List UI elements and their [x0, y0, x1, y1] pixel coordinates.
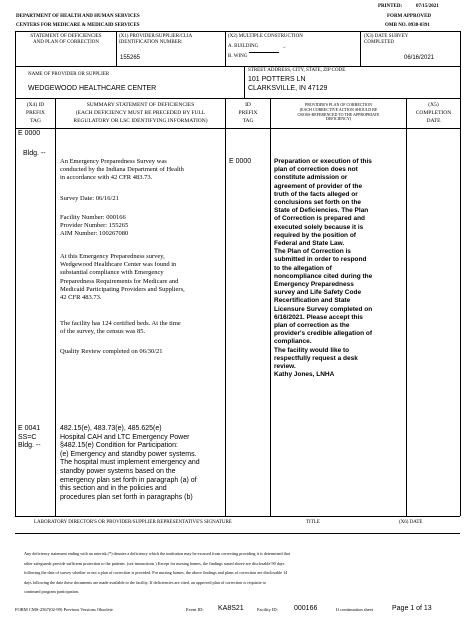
- signature-title: TITLE: [306, 520, 320, 525]
- event-id-label: Event ID:: [186, 607, 204, 612]
- printed-label: PRINTED:: [378, 4, 403, 9]
- regulation-text: 482.15(e), 483.73(e), 485.625(e) Hospital CAH and LTC Emergency Power §482.15(e) Condition for Participation: (e) Emergency and standby power systems. The hospital must implement emergency and standby power systems based on the emergency plan set forth in paragraph (a) of this section and in the policies and procedures plan set forth in paragraphs (b): [60, 425, 200, 501]
- rule-x3: [360, 31, 361, 66]
- x2-wing: B. WING: [228, 54, 248, 59]
- x2-label: (X2) MULTIPLE CONSTRUCTION: [228, 34, 303, 39]
- signature-date: (X6) DATE: [399, 520, 423, 525]
- statement-label: STATEMENT OF DEFICIENCIES AND PLAN OF CORRECTION: [30, 34, 102, 45]
- x1-value: 155265: [120, 55, 141, 61]
- centers-title: CENTERS FOR MEDICARE & MEDICAID SERVICES: [16, 23, 140, 28]
- rule-col-summary: [225, 98, 226, 516]
- form-approved: FORM APPROVED: [387, 14, 432, 19]
- deficiency-tag-e0000: E 0000: [18, 130, 41, 137]
- rule-right: [460, 31, 461, 516]
- x3-label: (X3) DATE SURVEY COMPLETED: [364, 34, 409, 45]
- rule-x1: [116, 31, 117, 66]
- plan-of-correction-text: Preparation or execution of this plan of correction does not constitute admission or agreement of provider of the truth of the facts alleged or conclusions set forth on the State of Deficiencies. The Plan of Correction is prepared and executed solely because it is required by the position of Federal and State Law. The Plan of Correction is submitted in order to respond to the allegation of noncompliance cited during the Emergency Preparedness survey and Life Safety Code Recertification and State Licensure Survey completed on 6/16/2021. Please accept this plan of correction as the provider's credible allegation of compliance. The facility would like to respectfully request a desk review. Kathy Jones, LNHA: [274, 158, 373, 379]
- rule-address: [244, 66, 245, 98]
- form-number: FORM CMS-2567(02-99) Previous Versions Obsolete: [15, 607, 113, 612]
- rule-provider-bottom: [15, 98, 460, 99]
- facility-identifiers: Facility Number: 000166 Provider Number: 155265 AIM Number: 100267080: [60, 214, 129, 238]
- rule-col-prefix: [270, 98, 271, 516]
- x2-building: A. BUILDING: [228, 44, 259, 49]
- disclaimer-text: Any deficiency statement ending with an asterisk (*) denotes a deficiency which the institution may be excused from correcting providing it is determined that other safeguards provide sufficient protection to the patients. (see instructions.) Except for nursing homes, the findings stated above are disclosable 90 days following the date of survey whether or not a plan of correction is provided. For nursing homes, the above findings and plans of correction are disclosable 14 days following the date these documents are made available to the facility. If deficiencies are cited, an approved plan of correction is requisite to continued program participation.: [24, 551, 290, 595]
- compliance-paragraph: At this Emergency Preparedness survey, Wedgewood Healthcare Center was found in substantial compliance with Emergency Preparedness Requirements for Medicare and Medicaid Participating Providers and Suppliers, 42 CFR 483.73.: [60, 253, 185, 302]
- x3-value: 06/16/2021: [404, 55, 435, 61]
- quality-review: Quality Review completed on 06/30/21: [60, 348, 163, 355]
- col-header-summary: SUMMARY STATEMENT OF DEFICIENCIES (EACH DEFICIENCY MUST BE PRECEDED BY FULL REGULATORY OR LSC IDENTIFYING INFORMATION): [73, 102, 208, 124]
- rule-x2: [225, 31, 226, 66]
- rule-columns-bottom: [15, 128, 460, 129]
- building-underline: [249, 52, 279, 53]
- col-header-x5: (X5) COMPLETION DATE: [415, 102, 452, 124]
- col-header-plan: PROVIDER'S PLAN OF CORRECTION (EACH CORRECTIVE ACTION SHOULD BE CROSS-REFERENCED TO THE APPROPRIATE DEFICIENCY): [297, 102, 380, 122]
- col-header-x4: (X4) ID PREFIX TAG: [26, 102, 45, 124]
- signature-label: LABORATORY DIRECTOR'S OR PROVIDER/SUPPLIER REPRESENTATIVE'S SIGNATURE: [34, 520, 232, 525]
- provider-name-label: NAME OF PROVIDER OR SUPPLIER: [28, 72, 110, 77]
- col-header-id-prefix: ID PREFIX TAG: [238, 102, 258, 124]
- facility-id-value: 000166: [294, 605, 318, 612]
- rule-signature-bottom: [15, 533, 460, 534]
- facility-id-label: Facility ID:: [257, 607, 278, 612]
- rule-body-bottom: [15, 516, 460, 517]
- x1-label: (X1) PROVIDER/SUPPLIER/CLIA IDENTIFICATION NUMBER:: [119, 34, 193, 45]
- plan-tag-e0000: E 0000: [229, 158, 252, 165]
- rule-col-tag: [55, 98, 56, 516]
- rule-top: [15, 31, 460, 32]
- rule-col-plan: [406, 98, 407, 516]
- bldg-label: Bldg. --: [23, 150, 46, 157]
- census-paragraph: The facility has 124 certified beds. At the time of the survey, the census was 85.: [60, 320, 181, 336]
- rule-id-bottom: [15, 66, 460, 67]
- deficiency-tag-e0041: E 0041 SS=C Bldg. --: [18, 425, 41, 450]
- address-label: STREET ADDRESS, CITY, STATE, ZIP CODE: [248, 68, 346, 73]
- omb-number: OMB NO. 0938-0391: [385, 23, 430, 28]
- x2-building-value: _: [283, 44, 286, 49]
- continuation-label: If continuation sheet: [336, 607, 373, 612]
- printed-date: 07/15/2021: [416, 4, 439, 9]
- survey-intro-paragraph: An Emergency Preparedness Survey was conducted by the Indiana Department of Health in accordance with 42 CFR 483.73.: [60, 158, 184, 182]
- address-line-1: 101 POTTERS LN: [248, 76, 306, 83]
- survey-date: Survey Date: 06/16/21: [60, 195, 119, 202]
- address-line-2: CLARKSVILLE, IN 47129: [248, 85, 328, 92]
- page-number: Page 1 of 13: [392, 605, 432, 612]
- provider-name-value: WEDGEWOOD HEALTHCARE CENTER: [28, 85, 157, 92]
- department-title: DEPARTMENT OF HEALTH AND HUMAN SERVICES: [16, 14, 140, 19]
- event-id-value: KA8S21: [218, 605, 244, 612]
